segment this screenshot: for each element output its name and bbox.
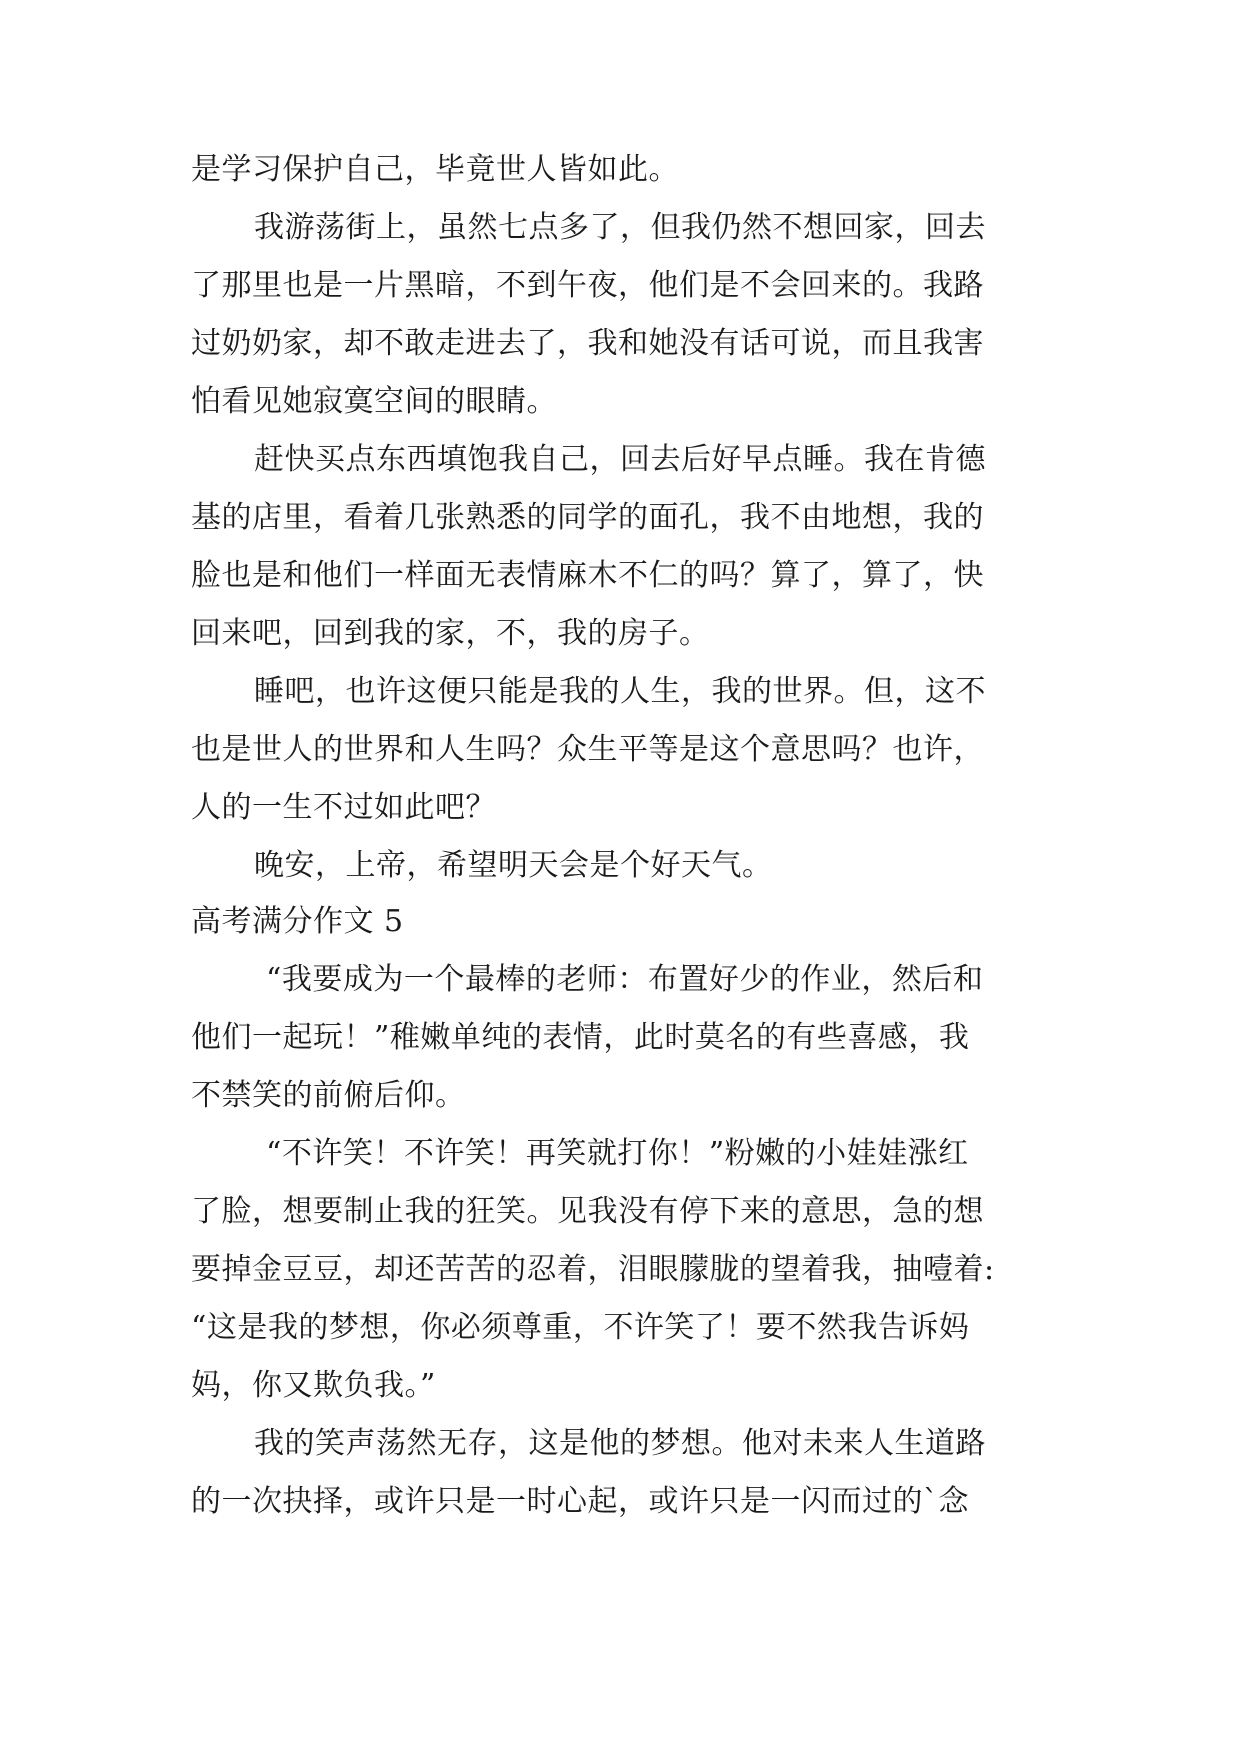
text-line: 不禁笑的前俯后仰。	[191, 1078, 466, 1113]
text-line: 妈，你又欺负我。”	[191, 1368, 436, 1403]
text-line: “这是我的梦想，你必须尊重，不许笑了！要不然我告诉妈	[191, 1310, 970, 1345]
paragraph-start: 晚安，上帝，希望明天会是个好天气。	[254, 848, 773, 883]
section-heading: 高考满分作文 5	[191, 904, 404, 939]
text-line: 基的店里，看着几张熟悉的同学的面孔，我不由地想，我的	[191, 500, 984, 535]
text-line: 了脸，想要制止我的狂笑。见我没有停下来的意思，急的想	[191, 1194, 984, 1229]
text-line: 怕看见她寂寞空间的眼睛。	[191, 384, 557, 419]
text-line: 脸也是和他们一样面无表情麻木不仁的吗？算了，算了，快	[191, 558, 984, 593]
paragraph-start: 我的笑声荡然无存，这是他的梦想。他对未来人生道路	[254, 1426, 986, 1461]
paragraph-start: 我游荡街上，虽然七点多了，但我仍然不想回家，回去	[254, 210, 986, 245]
text-line: 回来吧，回到我的家，不，我的房子。	[191, 616, 710, 651]
text-line: 也是世人的世界和人生吗？众生平等是这个意思吗？也许，	[191, 732, 984, 767]
text-line: 要掉金豆豆，却还苦苦的忍着，泪眼朦胧的望着我，抽噎着:	[191, 1252, 995, 1287]
paragraph-start: 睡吧，也许这便只能是我的人生，我的世界。但，这不	[254, 674, 986, 709]
paragraph-start: “不许笑！不许笑！再笑就打你！”粉嫩的小娃娃涨红	[266, 1136, 969, 1171]
text-line: 的一次抉择，或许只是一时心起，或许只是一闪而过的`念	[191, 1484, 969, 1519]
text-line: 他们一起玩！”稚嫩单纯的表情，此时莫名的有些喜感，我	[191, 1020, 970, 1055]
paragraph-start: “我要成为一个最棒的老师：布置好少的作业，然后和	[266, 962, 984, 997]
text-line: 了那里也是一片黑暗，不到午夜，他们是不会回来的。我路	[191, 268, 984, 303]
text-line: 是学习保护自己，毕竟世人皆如此。	[191, 152, 679, 187]
paragraph-start: 赶快买点东西填饱我自己，回去后好早点睡。我在肯德	[254, 442, 986, 477]
text-line: 过奶奶家，却不敢走进去了，我和她没有话可说，而且我害	[191, 326, 984, 361]
text-line: 人的一生不过如此吧？	[191, 790, 496, 825]
